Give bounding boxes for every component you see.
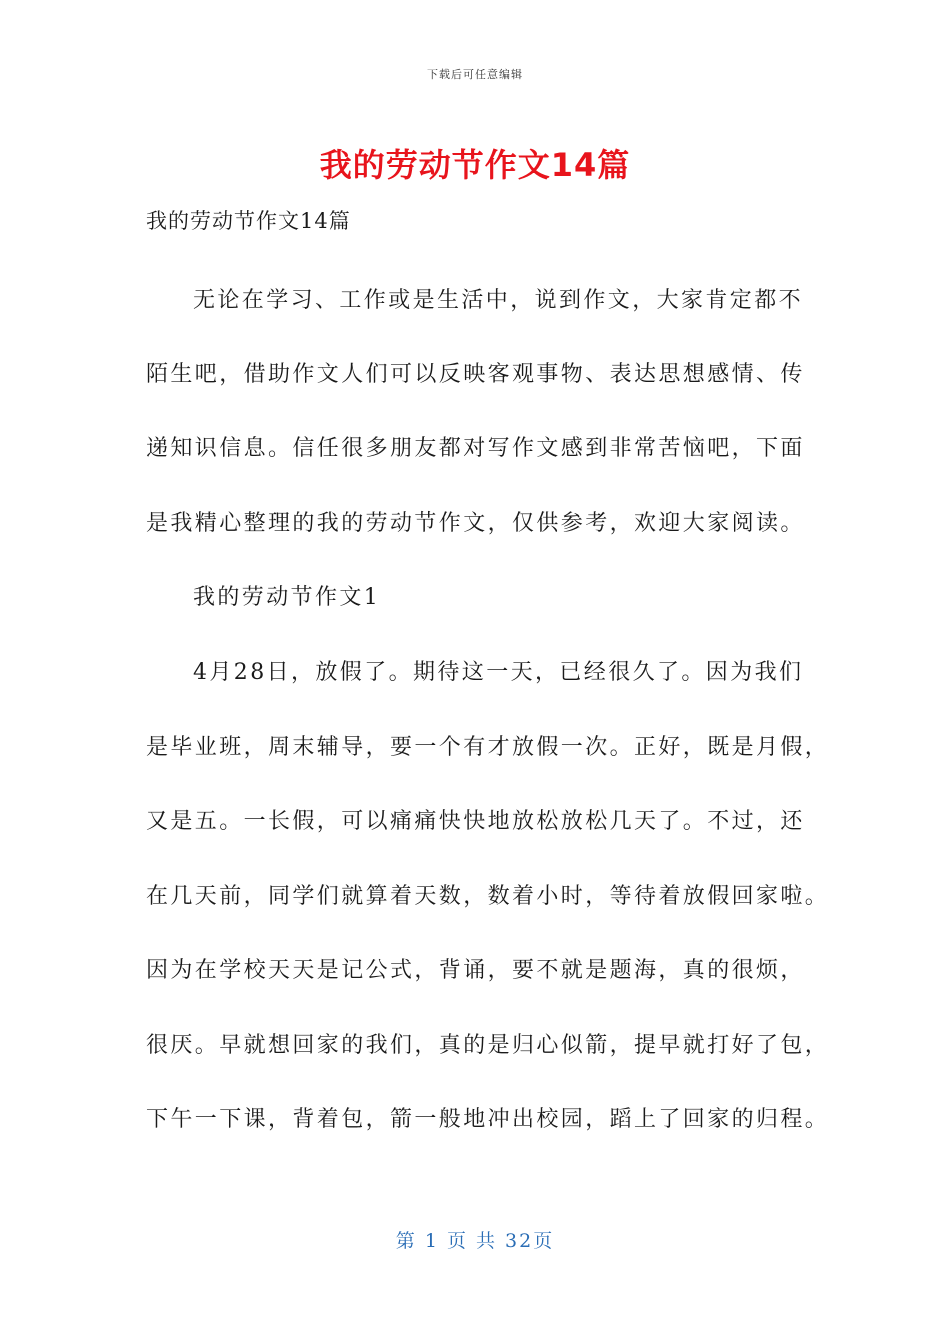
document-subtitle: 我的劳动节作文14篇 xyxy=(146,209,351,233)
paragraph-line: 是毕业班，周末辅导，要一个有才放假一次。正好，既是月假， xyxy=(146,735,830,760)
paragraph-line: 在几天前，同学们就算着天数，数着小时，等待着放假回家啦。 xyxy=(146,884,830,909)
section-heading: 我的劳动节作文1 xyxy=(193,585,381,610)
paragraph-line: 因为在学校天天是记公式，背诵，要不就是题海，真的很烦， xyxy=(146,958,805,983)
document-title: 我的劳动节作文14篇 xyxy=(319,146,631,184)
paragraph-line: 是我精心整理的我的劳动节作文，仅供参考，欢迎大家阅读。 xyxy=(146,511,805,536)
paragraph-line: 又是五。一长假，可以痛痛快快地放松放松几天了。不过，还 xyxy=(146,809,805,834)
page-number-footer: 第 1 页 共 32页 xyxy=(395,1230,555,1252)
paragraph-line: 下午一下课，背着包，箭一般地冲出校园，蹈上了回家的归程。 xyxy=(146,1107,830,1132)
paragraph-line: 4月28日，放假了。期待这一天，已经很久了。因为我们 xyxy=(193,660,804,685)
paragraph-line: 陌生吧，借助作文人们可以反映客观事物、表达思想感情、传 xyxy=(146,362,805,387)
paragraph-line: 很厌。早就想回家的我们，真的是归心似箭，提早就打好了包， xyxy=(146,1033,830,1058)
paragraph-line: 递知识信息。信任很多朋友都对写作文感到非常苦恼吧，下面 xyxy=(146,436,805,461)
header-note: 下载后可任意编辑 xyxy=(427,68,523,81)
paragraph-line: 无论在学习、工作或是生活中，说到作文，大家肯定都不 xyxy=(193,288,804,313)
